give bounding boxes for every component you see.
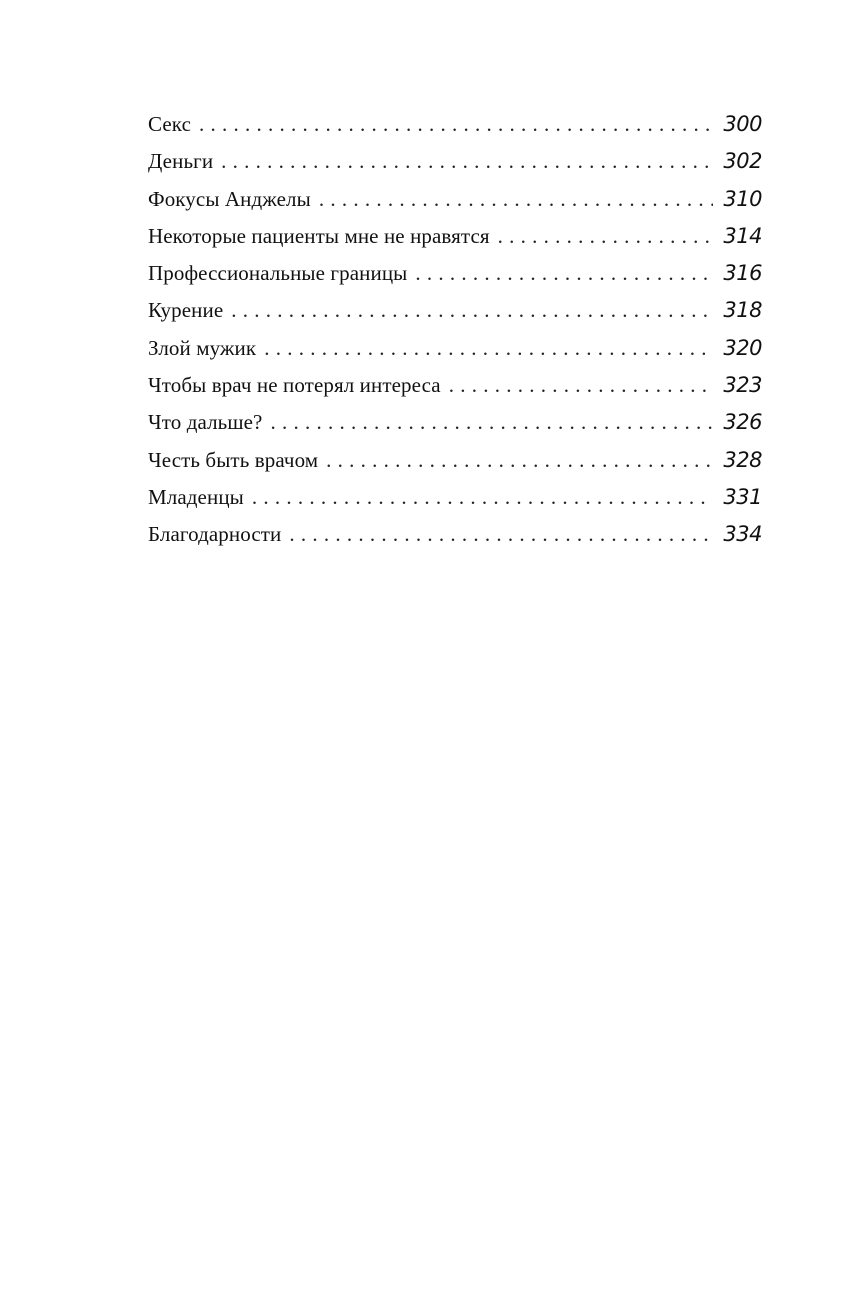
toc-dot-leader	[231, 300, 713, 321]
toc-entry-title: Злой мужик	[148, 335, 257, 360]
toc-entry-title: Секс	[148, 112, 191, 136]
toc-dot-leader	[252, 487, 714, 508]
toc-entry	[148, 522, 762, 559]
toc-dot-leader	[415, 263, 713, 284]
toc-entry-title: Что дальше?	[148, 410, 263, 435]
toc-dot-leader	[221, 151, 713, 172]
toc-entry-title: Деньги	[148, 149, 214, 174]
toc-entry-title: Младенцы	[148, 484, 244, 509]
toc-entry-page-number: 328	[723, 447, 762, 472]
toc-entry-page-number: 326	[723, 410, 762, 435]
toc-entry	[148, 224, 762, 261]
toc-entry-title: Курение	[148, 298, 224, 323]
toc-entry	[148, 410, 762, 447]
toc-entry-page-number: 314	[723, 223, 762, 248]
toc-entry	[148, 187, 762, 224]
toc-entry	[148, 485, 762, 522]
toc-entry-title: Некоторые пациенты мне не нравятся	[148, 223, 490, 248]
toc-entry-title: Честь быть врачом	[148, 447, 319, 472]
toc-dot-leader	[199, 114, 713, 135]
toc-dot-leader	[326, 450, 713, 471]
toc-entry-page-number: 310	[723, 186, 762, 211]
toc-entry-page-number: 334	[723, 522, 762, 547]
toc-entry	[148, 298, 762, 335]
toc-entry-title: Благодарности	[148, 522, 282, 547]
toc-entry	[148, 448, 762, 485]
toc-entry-title: Чтобы врач не потерял интереса	[148, 373, 441, 398]
toc-entry-page-number: 323	[723, 373, 762, 398]
toc-dot-leader	[319, 189, 714, 210]
table-of-contents	[148, 112, 762, 560]
toc-entry	[148, 149, 762, 186]
toc-entry	[148, 261, 762, 298]
toc-entry	[148, 373, 762, 410]
toc-entry-title: Профессиональные границы	[148, 261, 408, 286]
toc-entry-page-number: 302	[723, 149, 762, 174]
toc-entry-page-number: 318	[723, 298, 762, 323]
toc-entry-page-number: 320	[723, 335, 762, 360]
toc-dot-leader	[264, 338, 713, 359]
toc-entry-page-number: 331	[723, 484, 762, 509]
toc-entry-title: Фокусы Анджелы	[148, 186, 311, 211]
toc-entry	[148, 112, 762, 149]
toc-dot-leader	[498, 226, 714, 247]
toc-dot-leader	[449, 375, 714, 396]
toc-dot-leader	[270, 412, 713, 433]
toc-entry	[148, 336, 762, 373]
toc-entry-page-number: 300	[723, 112, 762, 136]
toc-entry-page-number: 316	[723, 261, 762, 286]
toc-dot-leader	[289, 524, 713, 545]
